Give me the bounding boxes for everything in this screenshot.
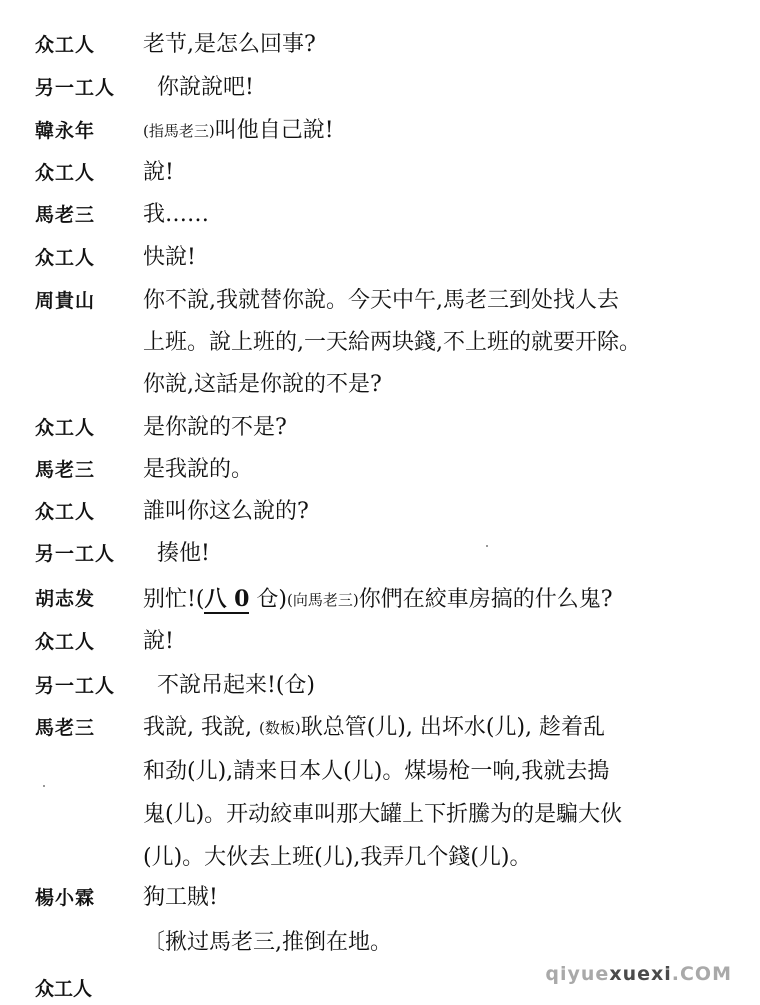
speaker-name: 韓永年	[35, 120, 96, 142]
dialogue-text: 和劲(儿),請来日本人(儿)。煤場枪一响,我就去搗	[143, 759, 610, 784]
dialogue-text: 說!	[143, 629, 174, 654]
dialogue-text: 你說說吧!	[157, 75, 254, 100]
cropped-speaker-name	[35, 978, 125, 1005]
watermark-highlight: xuexi	[609, 963, 672, 985]
dialogue-text: 你說,这話是你說的不是?	[143, 372, 382, 397]
dialogue-text: 不說吊起来!(仓)	[157, 673, 316, 698]
dialogue-text: 說!	[143, 160, 174, 185]
speaker-name: 众工人	[35, 417, 96, 439]
dialogue-segment: 仓)	[249, 587, 287, 612]
site-watermark	[545, 963, 732, 985]
speaker-name: 另一工人	[35, 675, 116, 697]
scan-speck	[486, 545, 488, 547]
dialogue-text: (儿)。大伙去上班(儿),我弄几个錢(儿)。	[143, 845, 532, 870]
speaker-name: 另一工人	[35, 77, 116, 99]
dialogue-text: 揍他!	[157, 541, 210, 566]
speaker-name: 众工人	[35, 34, 96, 56]
dialogue-text: 鬼(儿)。开动絞車叫那大罐上下折騰为的是騙大伙	[143, 802, 623, 827]
watermark-suffix: .COM	[671, 963, 732, 985]
dialogue-text: 誰叫你这么說的?	[143, 499, 309, 524]
dialogue-text	[143, 116, 334, 146]
percussion-cue: 八 0	[204, 586, 250, 612]
stage-direction-inline: (向馬老三)	[286, 591, 359, 609]
dialogue-segment: 耿总管(儿), 出坏水(儿), 趁着乱	[300, 715, 606, 740]
dialogue-text: 老节,是怎么回事?	[143, 32, 316, 57]
dialogue-text: 你不說,我就替你說。今天中午,馬老三到处找人去	[143, 288, 619, 313]
dialogue-segment: 叫他自己說!	[214, 118, 334, 143]
stage-direction-inline: (数板)	[258, 719, 301, 737]
dialogue-text	[143, 713, 605, 743]
speaker-name: 众工人	[35, 631, 96, 653]
dialogue-text: 快說!	[143, 245, 196, 270]
dialogue-text: 是我說的。	[143, 457, 254, 482]
speaker-name: 胡志发	[35, 588, 96, 610]
watermark-prefix: qiyue	[545, 963, 610, 985]
dialogue-segment: 你們在絞車房搞的什么鬼?	[358, 587, 613, 612]
dialogue-segment: 我說, 我說,	[143, 715, 259, 740]
speaker-name: 众工人	[35, 501, 96, 523]
dialogue-segment: 别忙!(	[143, 587, 205, 612]
speaker-name: 楊小霖	[35, 887, 96, 909]
stage-direction-inline: (指馬老三)	[143, 122, 215, 140]
dialogue-text: 上班。說上班的,一天給两块錢,不上班的就要开除。	[143, 330, 641, 355]
speaker-name: 另一工人	[35, 543, 116, 565]
dialogue-text	[143, 584, 613, 615]
speaker-name: 众工人	[35, 247, 96, 269]
speaker-name: 周貴山	[35, 290, 96, 312]
speaker-name: 馬老三	[35, 717, 96, 739]
cropped-speaker-text: 众工人	[35, 978, 93, 1000]
speaker-name: 馬老三	[35, 459, 96, 481]
speaker-name: 众工人	[35, 162, 96, 184]
stage-direction: 〔揪过馬老三,推倒在地。	[143, 930, 392, 955]
scan-speck	[43, 785, 45, 787]
dialogue-text: 是你說的不是?	[143, 415, 287, 440]
dialogue-text: 狗工賊!	[143, 885, 218, 910]
dialogue-text: 我……	[143, 202, 210, 227]
speaker-name: 馬老三	[35, 204, 96, 226]
